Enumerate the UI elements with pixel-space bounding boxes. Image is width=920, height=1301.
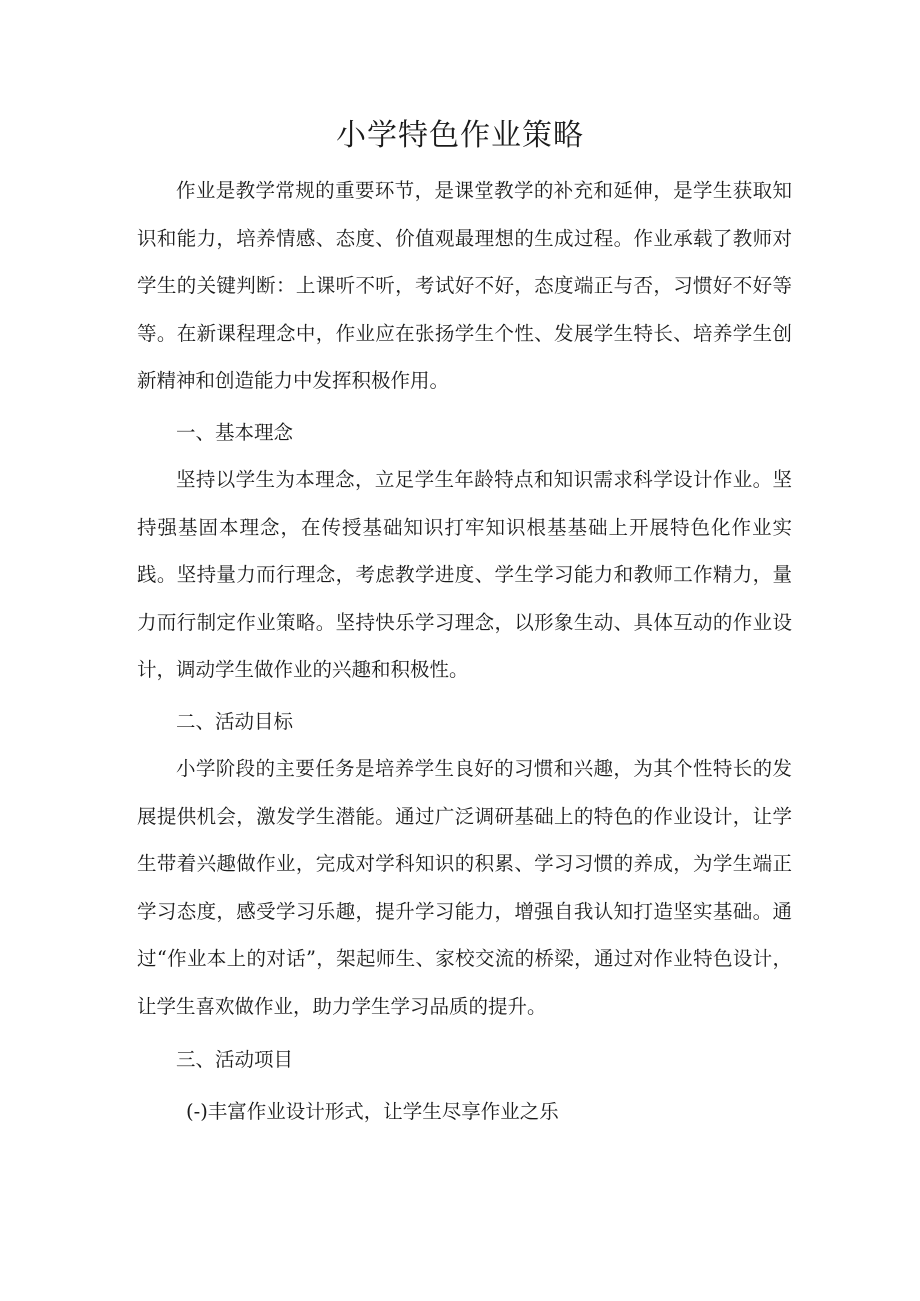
section-heading-basic-concept: 一、基本理念 [176,420,294,444]
section-heading-activity-goals: 二、活动目标 [176,709,294,733]
basic-concept-paragraph: 坚持以学生为本理念，立足学生年龄特点和知识需求科学设计作业。坚持强基固本理念，在传授基础知识打牢知识根基基础上开展特色化作业实践。坚持量力而行理念，考虑教学进度、学生学习能力和教师工作精力，量力而行制定作业策略。坚持快乐学习理念，以形象生动、具体互动的作业设计，调动学生做作业的兴趣和积极性。 [137,468,792,681]
activity-goals-paragraph: 小学阶段的主要任务是培养学生良好的习惯和兴趣，为其个性特长的发展提供机会，激发学生潜能。通过广泛调研基础上的特色的作业设计，让学生带着兴趣做作业，完成对学科知识的积累、学习习惯的养成，为学生端正学习态度，感受学习乐趣，提升学习能力，增强自我认知打造坚实基础。通过“作业本上的对话”，架起师生、家校交流的桥梁，通过对作业特色设计，让学生喜欢做作业，助力学生学习品质的提升。 [137,757,792,1018]
section-heading-activity-items: 三、活动项目 [176,1048,294,1071]
intro-paragraph: 作业是教学常规的重要环节，是课堂教学的补充和延伸，是学生获取知识和能力，培养情感、态度、价值观最理想的生成过程。作业承载了教师对学生的关键判断：上课听不听，考试好不好，态度端正与否，习惯好不好等等。在新课程理念中，作业应在张扬学生个性、发展学生特长、培养学生创新精神和创造能力中发挥积极作用。 [137,179,792,392]
document-body [137,167,792,1135]
document-title: 小学特色作业策略 [336,118,584,153]
subsection-heading-assignment-forms: (-)丰富作业设计形式，让学生尽享作业之乐 [186,1099,559,1123]
